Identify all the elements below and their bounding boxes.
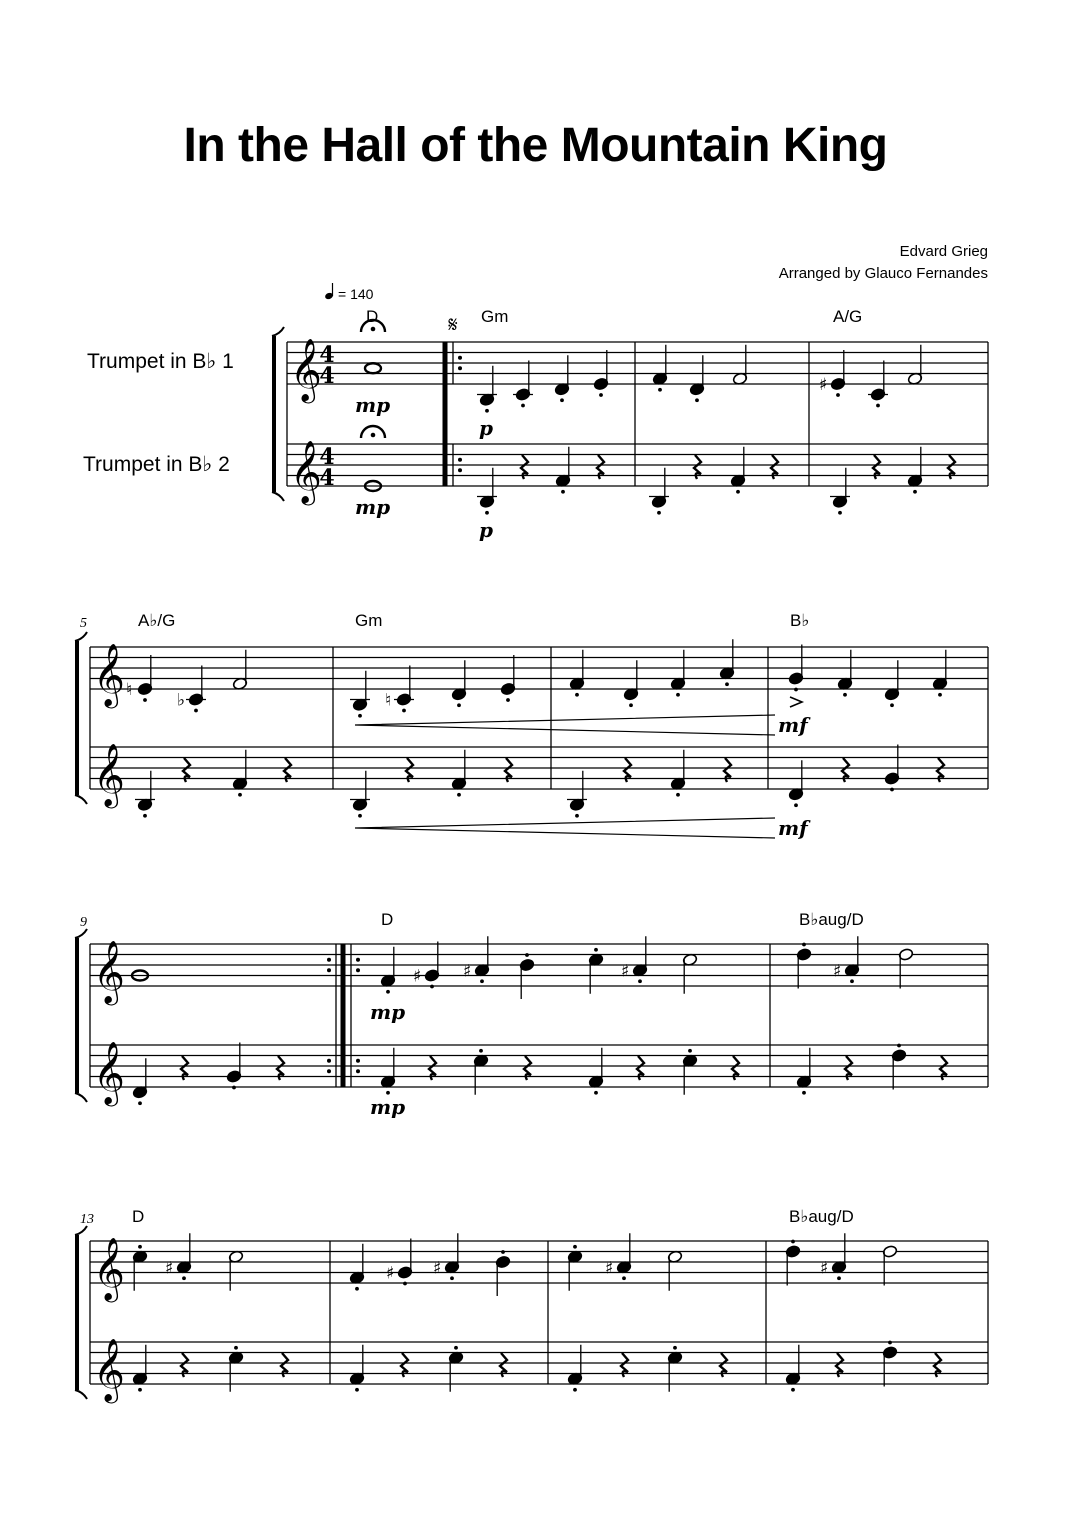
staccato-dot <box>485 409 489 413</box>
chord-symbol: B♭aug/D <box>799 910 864 929</box>
staccato-dot <box>913 490 917 494</box>
treble-clef-icon: 𝄞 <box>93 1338 125 1401</box>
accidental: ♮ <box>385 690 392 711</box>
staccato-dot <box>594 948 598 952</box>
repeat-dot <box>356 1059 360 1063</box>
staccato-dot <box>622 1276 626 1280</box>
fermata-dot <box>371 433 376 438</box>
repeat-dot <box>327 968 331 972</box>
staccato-dot <box>890 703 894 707</box>
measure-number: 5 <box>80 616 87 631</box>
staccato-dot <box>629 703 633 707</box>
staccato-dot <box>876 404 880 408</box>
staccato-dot <box>676 793 680 797</box>
staccato-dot <box>358 714 362 718</box>
dynamic-p: p <box>479 518 493 542</box>
barlines <box>90 342 988 1384</box>
staccato-dot <box>897 1044 901 1048</box>
repeat-dot <box>458 366 462 370</box>
staccato-dot <box>802 1091 806 1095</box>
staccato-dot <box>355 1287 359 1291</box>
treble-clefs <box>93 338 322 1404</box>
repeat-dot <box>356 958 360 962</box>
time-signature-denominator: 4 <box>319 363 335 389</box>
staccato-dot <box>575 693 579 697</box>
staccato-dot <box>138 1101 142 1105</box>
repeat-dot <box>356 1069 360 1073</box>
composer: Edvard Grieg <box>899 243 988 260</box>
bracket-hook <box>75 795 87 804</box>
staccato-dot <box>658 388 662 392</box>
bracket-hook <box>75 1093 87 1102</box>
chord-symbol: D <box>366 307 379 326</box>
accidental: ♯ <box>621 961 630 982</box>
crescendo-hairpins <box>355 715 775 838</box>
staccato-dot <box>403 1282 407 1286</box>
time-signature-numerator: 4 <box>319 444 335 470</box>
staccato-dot <box>836 393 840 397</box>
staccato-dot <box>938 693 942 697</box>
staccato-dot <box>454 1346 458 1350</box>
articulations-and-rests <box>138 356 955 1392</box>
staccato-dot <box>143 814 147 818</box>
staccato-dot <box>386 990 390 994</box>
dynamic-mp: mp <box>355 495 391 519</box>
treble-clef-icon: 𝄞 <box>290 440 322 503</box>
measure-number: 9 <box>80 915 87 930</box>
accent-mark <box>790 697 802 707</box>
chord-symbol: A/G <box>833 307 863 326</box>
bracket-hook <box>272 327 284 336</box>
staccato-dot <box>430 985 434 989</box>
staccato-dot <box>673 1346 677 1350</box>
dynamic-mf: mf <box>778 713 808 737</box>
bracket-hook <box>75 929 87 938</box>
staccato-dot <box>358 814 362 818</box>
staccato-dot <box>594 1091 598 1095</box>
notes <box>126 283 948 1392</box>
treble-clef-icon: 𝄞 <box>93 940 125 1003</box>
staccato-dot <box>575 814 579 818</box>
staccato-dot <box>736 490 740 494</box>
staccato-dot <box>695 398 699 402</box>
staccato-dot <box>355 1388 359 1392</box>
treble-clef-icon: 𝄞 <box>93 743 125 806</box>
staccato-dot <box>560 398 564 402</box>
staccato-dot <box>194 709 198 713</box>
accidental: ♯ <box>833 961 842 982</box>
bracket-hook <box>75 632 87 641</box>
time-signature-numerator: 4 <box>319 342 335 368</box>
dynamic-p: p <box>479 416 493 440</box>
dynamic-mp: mp <box>370 1095 406 1119</box>
chord-symbol: B♭aug/D <box>789 1207 854 1226</box>
treble-clef-icon: 𝄞 <box>290 338 322 401</box>
staccato-dot <box>480 979 484 983</box>
chord-symbol: A♭/G <box>138 611 176 630</box>
dynamic-mp: mp <box>355 393 391 417</box>
staccato-dot <box>688 1049 692 1053</box>
staccato-dot <box>457 703 461 707</box>
accidental: ♯ <box>463 961 472 982</box>
staccato-dot <box>485 511 489 515</box>
staccato-dot <box>501 1250 505 1254</box>
staccato-dot <box>561 490 565 494</box>
staccato-dot <box>725 682 729 686</box>
staccato-dot <box>890 788 894 792</box>
chord-symbol: D <box>132 1207 145 1226</box>
staccato-dot <box>888 1341 892 1345</box>
staccato-dot <box>657 511 661 515</box>
repeat-dot <box>327 1069 331 1073</box>
staccato-dot <box>138 1388 142 1392</box>
crescendo-hairpin <box>355 715 775 735</box>
repeat-dot <box>356 968 360 972</box>
repeat-dot <box>327 1059 331 1063</box>
staccato-dot <box>182 1276 186 1280</box>
bracket-hook <box>75 1390 87 1399</box>
staccato-dot <box>794 688 798 692</box>
staccato-dot <box>402 709 406 713</box>
staccato-dot <box>521 404 525 408</box>
measure-number: 13 <box>80 1212 94 1227</box>
instrument-label-trumpet-2: Trumpet in B♭ 2 <box>83 453 230 476</box>
accidental: ♮ <box>126 680 133 700</box>
treble-clef-icon: 𝄞 <box>93 1237 125 1300</box>
repeat-dot <box>458 356 462 360</box>
staccato-dot <box>638 979 642 983</box>
treble-clef-icon: 𝄞 <box>93 643 125 706</box>
staccato-dot <box>525 953 529 957</box>
chord-symbol: B♭ <box>790 611 810 630</box>
staccato-dot <box>234 1346 238 1350</box>
staccato-dot <box>573 1388 577 1392</box>
staccato-dot <box>573 1245 577 1249</box>
staccato-dot <box>791 1388 795 1392</box>
crescendo-hairpin <box>355 818 775 838</box>
staccato-dot <box>676 693 680 697</box>
chord-symbol: Gm <box>355 611 383 630</box>
accidental: ♯ <box>413 966 422 987</box>
dynamic-mp: mp <box>370 1000 406 1024</box>
staccato-dot <box>599 393 603 397</box>
bracket-hook <box>75 1226 87 1235</box>
accidental: ♯ <box>605 1258 614 1279</box>
staccato-dot <box>138 1245 142 1249</box>
staccato-dot <box>457 793 461 797</box>
staccato-dot <box>479 1049 483 1053</box>
bracket-hook <box>272 492 284 501</box>
staccato-dot <box>794 803 798 807</box>
staccato-dot <box>506 698 510 702</box>
repeat-dot <box>458 458 462 462</box>
staccato-dot <box>791 1240 795 1244</box>
segno-icon: 𝄋 <box>448 313 458 338</box>
chord-symbol: Gm <box>481 307 509 326</box>
staccato-dot <box>143 698 147 702</box>
whole-note <box>365 363 381 373</box>
staccato-dot <box>450 1276 454 1280</box>
staff-lines <box>90 342 988 1384</box>
treble-clef-icon: 𝄞 <box>93 1041 125 1104</box>
repeat-dot <box>458 468 462 472</box>
accidental: ♯ <box>819 375 828 395</box>
accidental: ♯ <box>386 1263 395 1284</box>
tempo-marking: = 140 <box>338 286 374 302</box>
time-signature-denominator: 4 <box>319 465 335 491</box>
accidental: ♭ <box>177 690 186 711</box>
staccato-dot <box>802 943 806 947</box>
staccato-dot <box>838 511 842 515</box>
repeat-dot <box>327 958 331 962</box>
arranger: Arranged by Glauco Fernandes <box>778 265 988 282</box>
accidental: ♯ <box>165 1258 174 1279</box>
staccato-dot <box>843 693 847 697</box>
dynamic-mf: mf <box>778 816 808 840</box>
chord-symbol: D <box>381 910 394 929</box>
staccato-dot <box>850 979 854 983</box>
instrument-label-trumpet-1: Trumpet in B♭ 1 <box>87 350 234 373</box>
staccato-dot <box>837 1276 841 1280</box>
piece-title: In the Hall of the Mountain King <box>183 119 888 172</box>
fermata-icon <box>361 320 385 438</box>
fermata-dot <box>371 327 376 332</box>
staccato-dot <box>238 793 242 797</box>
accidental: ♯ <box>433 1258 442 1279</box>
accidental: ♯ <box>820 1258 829 1279</box>
staccato-dot <box>232 1086 236 1090</box>
